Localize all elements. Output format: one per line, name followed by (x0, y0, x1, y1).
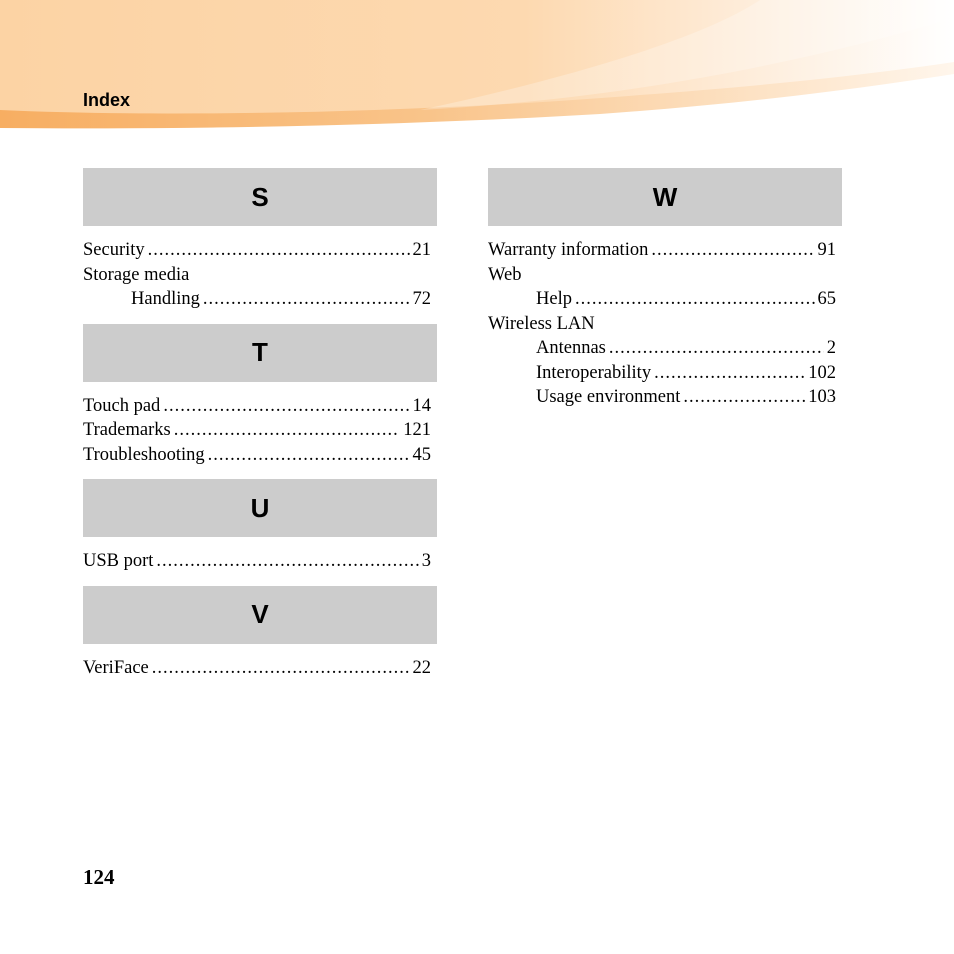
dot-leader (575, 287, 815, 312)
entry-term: Web (488, 264, 522, 285)
entry-page: 2 (826, 338, 836, 358)
index-entry-warranty-information (488, 238, 842, 263)
dot-leader (683, 385, 805, 410)
index-column-left (83, 168, 437, 692)
header-band (0, 0, 954, 135)
entry-page: 45 (412, 444, 431, 465)
page-header-title: Index (83, 90, 131, 110)
index-section-u (83, 479, 437, 586)
dot-leader (174, 418, 401, 443)
index-entry-storage-media (83, 263, 437, 288)
entry-page: 14 (412, 395, 431, 416)
dot-leader (152, 656, 410, 681)
entry-term: Storage media (83, 264, 190, 285)
index-entry-troubleshooting (83, 443, 437, 468)
section-letter-v: V (83, 586, 437, 644)
section-letter-u: U (83, 479, 437, 537)
entry-term: Touch pad (83, 395, 161, 416)
index-subentry-handling (83, 287, 437, 312)
page-number: 124 (83, 865, 115, 889)
index-subentry-help (488, 287, 842, 312)
index-section-t (83, 324, 437, 480)
entry-page: 102 (808, 362, 836, 383)
entry-term: Handling (131, 289, 200, 309)
entry-page: 22 (412, 657, 431, 678)
entry-page: 21 (412, 240, 431, 260)
index-entry-touch-pad (83, 394, 437, 419)
entry-term: Antennas (536, 338, 606, 358)
entry-term: Help (536, 289, 572, 309)
entry-term: Wireless LAN (488, 313, 595, 334)
index-entry-wireless-lan (488, 312, 842, 337)
entry-page: 103 (808, 387, 836, 407)
entry-term: USB port (83, 551, 154, 571)
section-entries-t (83, 382, 437, 480)
index-section-w (488, 168, 842, 422)
dot-leader (156, 549, 418, 574)
section-letter-w: W (488, 168, 842, 226)
entry-term: Trademarks (83, 420, 171, 440)
entry-page: 3 (421, 551, 431, 571)
index-entry-trademarks (83, 418, 437, 443)
section-entries-s (83, 226, 437, 324)
entry-term: Troubleshooting (83, 444, 205, 465)
entry-page: 65 (817, 289, 836, 309)
index-entry-web (488, 263, 842, 288)
index-subentry-interoperability (488, 361, 842, 386)
entry-term: VeriFace (83, 657, 149, 678)
dot-leader (654, 361, 805, 386)
section-letter-t: T (83, 324, 437, 382)
dot-leader (148, 238, 410, 263)
index-entry-veriface (83, 656, 437, 681)
entry-term: Warranty information (488, 240, 649, 260)
dot-leader (609, 336, 824, 361)
entry-term: Usage environment (536, 387, 681, 407)
header-swoosh (0, 0, 954, 135)
dot-leader (203, 287, 410, 312)
section-entries-v (83, 644, 437, 693)
section-entries-u (83, 537, 437, 586)
entry-term: Security (83, 240, 145, 260)
index-section-v (83, 586, 437, 693)
dot-leader (163, 394, 409, 419)
index-entry-usb-port (83, 549, 437, 574)
dot-leader (651, 238, 814, 263)
entry-term: Interoperability (536, 362, 652, 383)
entry-page: 72 (412, 289, 431, 309)
index-subentry-usage-environment (488, 385, 842, 410)
dot-leader (208, 443, 410, 468)
index-column-right (488, 168, 842, 422)
index-section-s (83, 168, 437, 324)
section-entries-w (488, 226, 842, 422)
section-letter-s: S (83, 168, 437, 226)
index-entry-security (83, 238, 437, 263)
index-subentry-antennas (488, 336, 842, 361)
entry-page: 121 (403, 420, 431, 440)
entry-page: 91 (817, 240, 836, 260)
